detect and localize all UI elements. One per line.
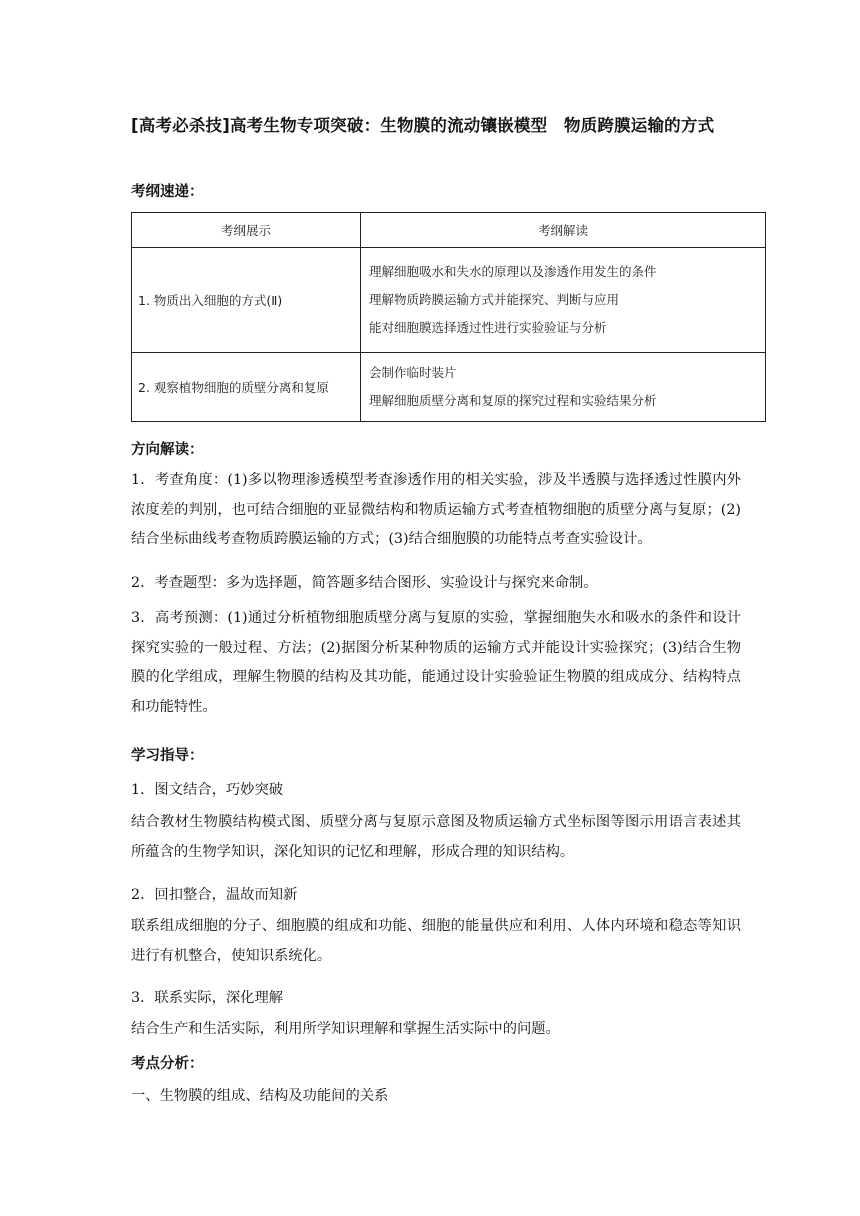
direction-heading: 方向解读： bbox=[131, 442, 204, 458]
analysis-heading: 考点分析： bbox=[131, 1056, 204, 1072]
study-item-title: 1．图文结合，巧妙突破 bbox=[131, 782, 284, 798]
study-item-body: 结合生产和生活实际，利用所学知识理解和掌握生活实际中的问题。 bbox=[131, 1021, 560, 1037]
page-title: [高考必杀技]高考生物专项突破：生物膜的流动镶嵌模型 物质跨膜运输的方式 bbox=[131, 116, 715, 135]
analysis-first-item: 一、生物膜的组成、结构及功能间的关系 bbox=[131, 1088, 389, 1104]
detail-line: 理解细胞质壁分离和复原的探究过程和实验结果分析 bbox=[369, 393, 657, 408]
study-heading: 学习指导： bbox=[131, 748, 204, 764]
table-header-row bbox=[132, 213, 766, 248]
table-header-cell: 考纲展示 bbox=[132, 213, 361, 248]
detail-line: 理解细胞吸水和失水的原理以及渗透作用发生的条件 bbox=[369, 264, 657, 279]
direction-item: 3．高考预测：(1)通过分析植物细胞质壁分离与复原的实验，掌握细胞失水和吸水的条件和设计探究实验的一般过程、方法；(2)据图分析某种物质的运输方式并能设计实验探究；(3)结合生物膜的化学组成，理解生物膜的结构及其功能，能通过设计实验验证生物膜的组成成分、结构特点和功能特性。 bbox=[131, 610, 741, 715]
table-row bbox=[132, 248, 766, 353]
table-cell-topic: 2. 观察植物细胞的质壁分离和复原 bbox=[132, 353, 361, 422]
table-cell-details bbox=[361, 248, 766, 353]
study-item-title: 2．回扣整合，温故而知新 bbox=[131, 887, 298, 903]
table-cell-details bbox=[361, 353, 766, 422]
outline-table bbox=[131, 212, 766, 422]
study-item-title: 3．联系实际，深化理解 bbox=[131, 990, 284, 1006]
study-item-body: 结合教材生物膜结构模式图、质壁分离与复原示意图及物质运输方式坐标图等图示用语言表述其所蕴含的生物学知识，深化知识的记忆和理解，形成合理的知识结构。 bbox=[131, 814, 741, 860]
table-header-cell: 考纲解读 bbox=[361, 213, 766, 248]
direction-item: 1．考查角度：(1)多以物理渗透模型考查渗透作用的相关实验，涉及半透膜与选择透过性膜内外浓度差的判别，也可结合细胞的亚显微结构和物质运输方式考查植物细胞的质壁分离与复原；(2)结合坐标曲线考查物质跨膜运输的方式；(3)结合细胞膜的功能特点考查实验设计。 bbox=[131, 472, 741, 547]
detail-line: 能对细胞膜选择透过性进行实验验证与分析 bbox=[369, 320, 607, 335]
study-item-body: 联系组成细胞的分子、细胞膜的组成和功能、细胞的能量供应和利用、人体内环境和稳态等知识进行有机整合，使知识系统化。 bbox=[131, 918, 741, 964]
outline-heading: 考纲速递： bbox=[131, 184, 204, 200]
direction-item: 2．考查题型：多为选择题，简答题多结合图形、实验设计与探究来命制。 bbox=[131, 575, 598, 591]
detail-line: 会制作临时装片 bbox=[369, 365, 457, 380]
table-cell-topic: 1. 物质出入细胞的方式(Ⅱ) bbox=[132, 248, 361, 353]
detail-line: 理解物质跨膜运输方式并能探究、判断与应用 bbox=[369, 292, 620, 307]
table-row bbox=[132, 353, 766, 422]
